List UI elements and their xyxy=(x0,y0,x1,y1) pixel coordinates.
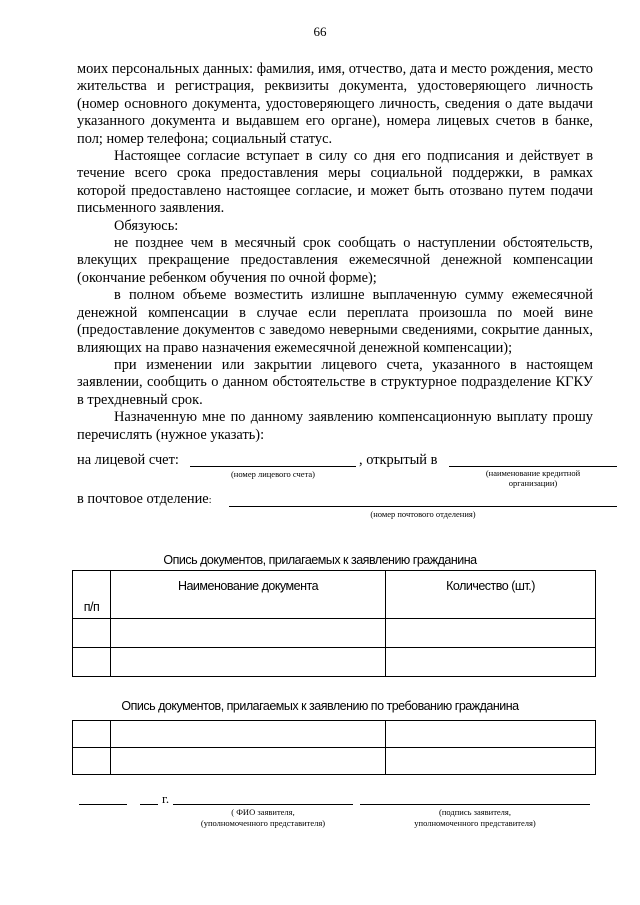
fio-caption-1: ( ФИО заявителя, xyxy=(231,807,295,817)
paragraph-consent-validity: Настоящее согласие вступает в силу со дня его подписания и действует в течение всего срока предоставления меры социальной поддержки, в рамках которой предоставлено настоящее согласие, и может быть отозвано путем подачи письменного заявления. xyxy=(77,148,593,217)
table1-header-row xyxy=(73,571,596,619)
cell-quantity[interactable] xyxy=(386,748,596,775)
header-quantity: Количество (шт.) xyxy=(386,571,596,619)
paragraph-personal-data: моих персональных данных: фамилия, имя, отчество, дата и место рождения, место жительства и регистрация, реквизиты документа, удостоверяющего личность (номер основного документа, удостоверяющего личность, сведения о дате выдачи указанного документа и выдавшем его органе), номера лицевых счетов в банке, пол; номер телефона; социальный статус. xyxy=(77,61,593,147)
header-number: п/п xyxy=(73,571,111,619)
cell-document-name[interactable] xyxy=(111,721,386,748)
date-day-month-field[interactable] xyxy=(79,804,127,805)
signature-caption-2: уполномоченного представителя) xyxy=(414,818,536,828)
bank-name-field[interactable] xyxy=(449,466,617,467)
cell-number[interactable] xyxy=(73,748,111,775)
post-office-label xyxy=(77,491,211,509)
paragraph-obligation-2: в полном объеме возместить излишне выплаченную сумму ежемесячной денежной компенсации в случае если переплата произошла по моей вине (предоставление документов с заведомо неверными сведениями, сокрытие данных, влияющих на право назначения ежемесячной денежной компенсации); xyxy=(77,287,593,356)
cell-number[interactable] xyxy=(73,619,111,648)
paragraph-obligation-3: при изменении или закрытии лицевого счета, указанного в настоящем заявлении, сообщить о данном обстоятельстве в структурное подразделение КГКУ в трехдневный срок. xyxy=(77,356,593,408)
cell-quantity[interactable] xyxy=(386,648,596,677)
fio-field[interactable] xyxy=(173,804,353,805)
signature-field[interactable] xyxy=(360,804,590,805)
paragraph-payment-request: Назначенную мне по данному заявлению компенсационную выплату прошу перечислять (нужное указать): xyxy=(77,409,593,443)
table-row xyxy=(73,721,596,748)
table1-title: Опись документов, прилагаемых к заявлению гражданина xyxy=(163,553,477,567)
paragraph-obligation-1: не позднее чем в месячный срок сообщать о наступлении обстоятельств, влекущих прекращение предоставления ежемесячной денежной компенсации (окончание ребенком обучения по очной форме); xyxy=(77,235,593,286)
body-text xyxy=(77,61,593,444)
documents-table xyxy=(72,570,596,677)
date-year-field[interactable] xyxy=(140,804,158,805)
cell-document-name[interactable] xyxy=(111,748,386,775)
page-number: 66 xyxy=(313,24,327,39)
cell-document-name[interactable] xyxy=(111,648,386,677)
post-office-label-text: в почтовое отделение xyxy=(77,491,209,507)
requested-documents-table xyxy=(72,720,596,775)
table-row xyxy=(73,748,596,775)
post-office-colon: : xyxy=(208,495,212,506)
table2-title: Опись документов, прилагаемых к заявлению по требованию гражданина xyxy=(121,699,519,713)
bank-name-caption-2: организации) xyxy=(508,478,558,488)
signature-caption-1: (подпись заявителя, xyxy=(439,807,511,817)
cell-quantity[interactable] xyxy=(386,619,596,648)
paragraph-obligations-heading: Обязуюсь: xyxy=(114,217,179,234)
account-number-caption: (номер лицевого счета) xyxy=(230,469,316,479)
cell-number[interactable] xyxy=(73,721,111,748)
account-number-field[interactable] xyxy=(190,466,356,467)
year-suffix: г. xyxy=(162,791,170,806)
cell-document-name[interactable] xyxy=(111,619,386,648)
header-document-name: Наименование документа xyxy=(111,571,386,619)
fio-caption-2: (уполномоченного представителя) xyxy=(200,818,326,828)
post-office-caption: (номер почтового отделения) xyxy=(370,509,476,519)
bank-name-caption-1: (наименование кредитной xyxy=(485,468,581,478)
post-office-field[interactable] xyxy=(229,506,617,507)
account-label: на лицевой счет: xyxy=(77,452,179,468)
table-row xyxy=(73,619,596,648)
opened-in-label: , открытый в xyxy=(359,452,438,468)
table-row xyxy=(73,648,596,677)
cell-quantity[interactable] xyxy=(386,721,596,748)
cell-number[interactable] xyxy=(73,648,111,677)
